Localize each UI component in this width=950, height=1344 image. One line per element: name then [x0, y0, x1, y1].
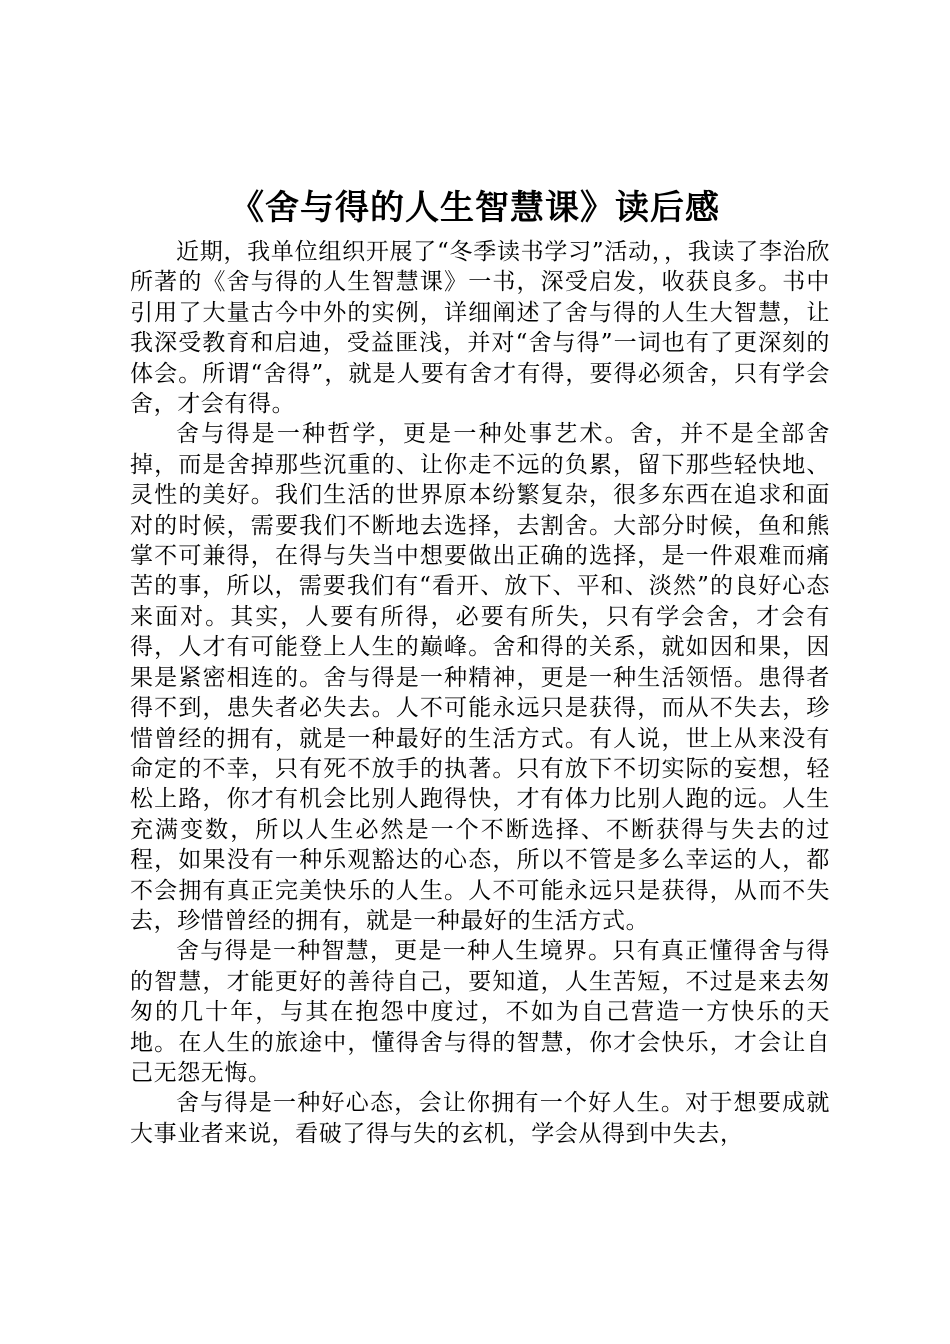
paragraph: 近期，我单位组织开展了“冬季读书学习”活动，，我读了李治欣所著的《舍与得的人生智慧课》一书，深受启发，收获良多。书中引用了大量古今中外的实例，详细阐述了舍与得的人生大智慧，让我深受教育和启迪，受益匪浅，并对“舍与得”一词也有了更深刻的体会。所谓“舍得”，就是人要有舍才有得，要得必须舍，只有学会舍，才会有得。 — [130, 239, 830, 418]
document-title: 《舍与得的人生智慧课》读后感 — [230, 188, 720, 228]
paragraph: 舍与得是一种智慧，更是一种人生境界。只有真正懂得舍与得的智慧，才能更好的善待自己，要知道，人生苦短，不过是来去匆匆的几十年，与其在抱怨中度过，不如为自己营造一方快乐的天地。在人生的旅途中，懂得舍与得的智慧，你才会快乐，才会让自己无怨无悔。 — [130, 938, 830, 1086]
paragraph: 舍与得是一种哲学，更是一种处事艺术。舍，并不是全部舍掉，而是舍掉那些沉重的、让你走不远的负累，留下那些轻快地、灵性的美好。我们生活的世界原本纷繁复杂，很多东西在追求和面对的时候，需要我们不断地去选择，去割舍。大部分时候，鱼和熊掌不可兼得，在得与失当中想要做出正确的选择，是一件艰难而痛苦的事，所以，需要我们有“看开、放下、平和、淡然”的良好心态来面对。其实，人要有所得，必要有所失，只有学会舍，才会有得，人才有可能登上人生的巅峰。舍和得的关系，就如因和果，因果是紧密相连的。舍与得是一种精神，更是一种生活领悟。患得者得不到，患失者必失去。人不可能永远只是获得，而从不失去，珍惜曾经的拥有，就是一种最好的生活方式。有人说，世上从来没有命定的不幸，只有死不放手的执著。只有放下不切实际的妄想，轻松上路，你才有机会比别人跑得快，才有体力比别人跑的远。人生充满变数，所以人生必然是一个不断选择、不断获得与失去的过程，如果没有一种乐观豁达的心态，所以不管是多么幸运的人，都不会拥有真正完美快乐的人生。人不可能永远只是获得，从而不失去，珍惜曾经的拥有，就是一种最好的生活方式。 — [130, 421, 830, 934]
paragraph: 舍与得是一种好心态，会让你拥有一个好人生。对于想要成就大事业者来说，看破了得与失的玄机，学会从得到中失去， — [130, 1090, 830, 1147]
document-body — [130, 237, 830, 1149]
